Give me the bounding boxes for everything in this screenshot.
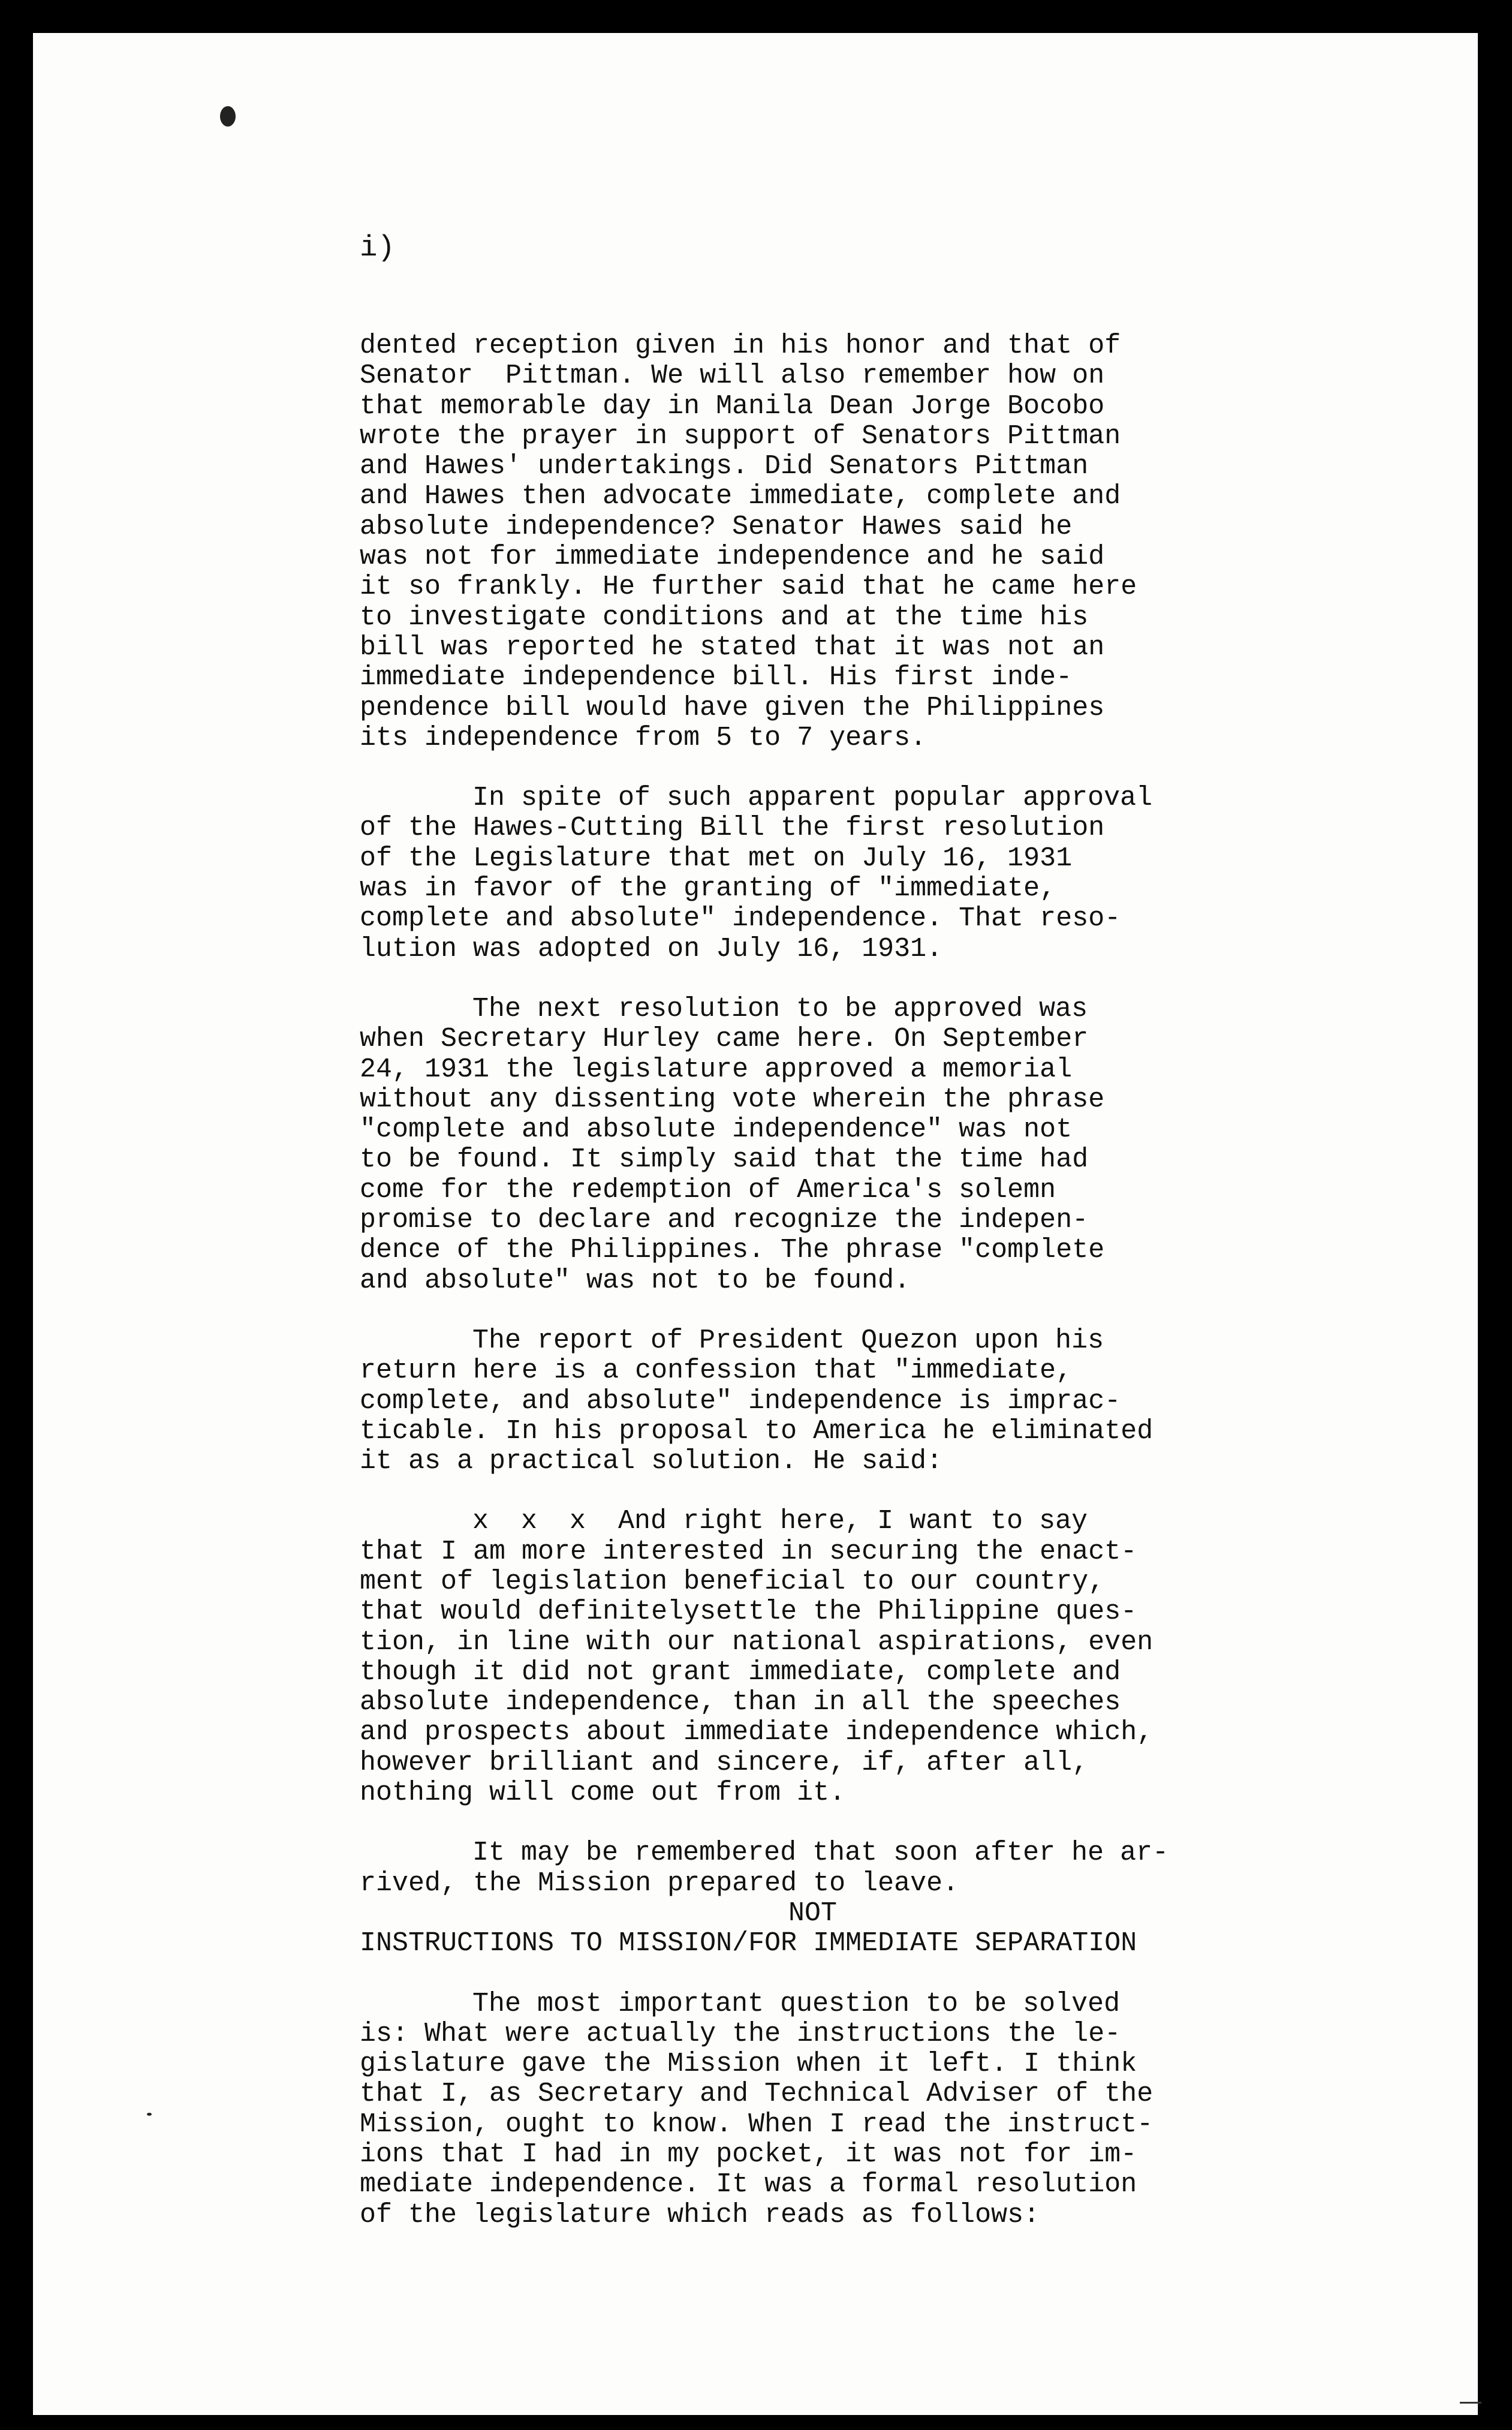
text-line: that memorable day in Manila Dean Jorge Bocobo: [360, 390, 1105, 422]
text-line: ions that I had in my pocket, it was not for im-: [360, 2139, 1137, 2170]
text-line: it as a practical solution. He said:: [360, 1446, 943, 1477]
text-line: of the Hawes-Cutting Bill the first resolution: [360, 813, 1105, 844]
text-line: rived, the Mission prepared to leave.: [360, 1867, 959, 1899]
text-line: ticable. In his proposal to America he eliminated: [360, 1415, 1153, 1446]
text-line: is: What were actually the instructions the le-: [360, 2018, 1121, 2049]
text-line: its independence from 5 to 7 years.: [360, 722, 927, 753]
text-line: that I, as Secretary and Technical Adviser of the: [360, 2079, 1153, 2110]
text-line: mediate independence. It was a formal resolution: [360, 2169, 1137, 2200]
quoted-paragraph: [360, 1506, 1331, 1808]
text-line: that I am more interested in securing the enact-: [360, 1536, 1137, 1567]
text-line: Senator Pittman. We will also remember how on: [360, 360, 1105, 392]
text-line: The next resolution to be approved was: [472, 993, 1088, 1024]
text-line: pendence bill would have given the Philippines: [360, 692, 1105, 723]
text-line: of the legislature which reads as follows:: [360, 2199, 1040, 2230]
text-line: ment of legislation beneficial to our country,: [360, 1566, 1105, 1597]
text-line: was in favor of the granting of "immediate,: [360, 873, 1056, 904]
text-line: tion, in line with our national aspirations, even: [360, 1626, 1153, 1658]
text-line: though it did not grant immediate, complete and: [360, 1656, 1121, 1688]
text-line: and Hawes then advocate immediate, complete and: [360, 481, 1121, 512]
text-line: that would definitelysettle the Philippine ques-: [360, 1596, 1137, 1628]
text-line: wrote the prayer in support of Senators Pittman: [360, 420, 1121, 452]
text-line: In spite of such apparent popular approval: [472, 783, 1153, 814]
text-line: when Secretary Hurley came here. On September: [360, 1024, 1089, 1055]
text-line: dented reception given in his honor and that of: [360, 330, 1121, 361]
paragraph-2: [360, 783, 1331, 964]
text-line: absolute independence, than in all the speeches: [360, 1687, 1121, 1718]
text-line: x x x And right here, I want to say: [472, 1506, 1088, 1537]
text-line: to be found. It simply said that the time had: [360, 1144, 1089, 1175]
text-line: and absolute" was not to be found.: [360, 1265, 911, 1296]
text-line: however brilliant and sincere, if, after all,: [360, 1747, 1089, 1778]
text-line: The report of President Quezon upon his: [472, 1325, 1104, 1356]
text-line: immediate independence bill. His first inde-: [360, 662, 1073, 693]
ink-speck: [147, 2113, 152, 2116]
text-line: 24, 1931 the legislature approved a memorial: [360, 1054, 1073, 1085]
text-line: without any dissenting vote wherein the phrase: [360, 1084, 1105, 1115]
text-line: lution was adopted on July 16, 1931.: [360, 933, 943, 964]
text-line: nothing will come out from it.: [360, 1778, 846, 1809]
text-line: absolute independence? Senator Hawes said he: [360, 511, 1073, 542]
heading-inserted-word: NOT: [788, 1897, 838, 1929]
paragraph-6: [360, 1838, 1331, 1899]
text-line: to investigate conditions and at the time his: [360, 602, 1089, 633]
text-line: It may be remembered that soon after he ar-: [472, 1837, 1169, 1869]
ink-speck: [220, 106, 236, 127]
text-line: return here is a confession that "immediate,: [360, 1355, 1073, 1387]
text-line: of the Legislature that met on July 16, 1931: [360, 843, 1073, 874]
text-line: The most important question to be solved: [472, 1988, 1121, 2019]
text-line: bill was reported he stated that it was not an: [360, 631, 1105, 663]
text-line: was not for immediate independence and he said: [360, 542, 1105, 573]
heading-text: INSTRUCTIONS TO MISSION/FOR IMMEDIATE SEPARATION: [360, 1928, 1137, 1959]
paragraph-final: [360, 1989, 1331, 2230]
text-line: Mission, ought to know. When I read the instruct-: [360, 2109, 1153, 2140]
text-line: and Hawes' undertakings. Did Senators Pittman: [360, 451, 1089, 482]
text-line: complete and absolute" independence. That reso-: [360, 903, 1121, 934]
paragraph-3: [360, 994, 1331, 1296]
paragraph-4: [360, 1326, 1331, 1476]
text-line: gislature gave the Mission when it left. I think: [360, 2049, 1137, 2080]
page-number: i): [360, 231, 395, 264]
text-line: promise to declare and recognize the indepen-: [360, 1205, 1089, 1236]
section-heading: [360, 1899, 1331, 1959]
paragraph-1: [360, 331, 1331, 753]
text-line: and prospects about immediate independence which,: [360, 1717, 1153, 1748]
document-page: [33, 33, 1478, 2415]
page-edge-mark: [1460, 2402, 1481, 2404]
text-line: it so frankly. He further said that he came here: [360, 572, 1137, 603]
body-text: [360, 331, 1331, 2230]
text-line: come for the redemption of America's solemn: [360, 1174, 1056, 1205]
text-line: "complete and absolute independence" was not: [360, 1114, 1073, 1145]
text-line: complete, and absolute" independence is imprac-: [360, 1385, 1121, 1417]
text-line: dence of the Philippines. The phrase "complete: [360, 1235, 1105, 1266]
